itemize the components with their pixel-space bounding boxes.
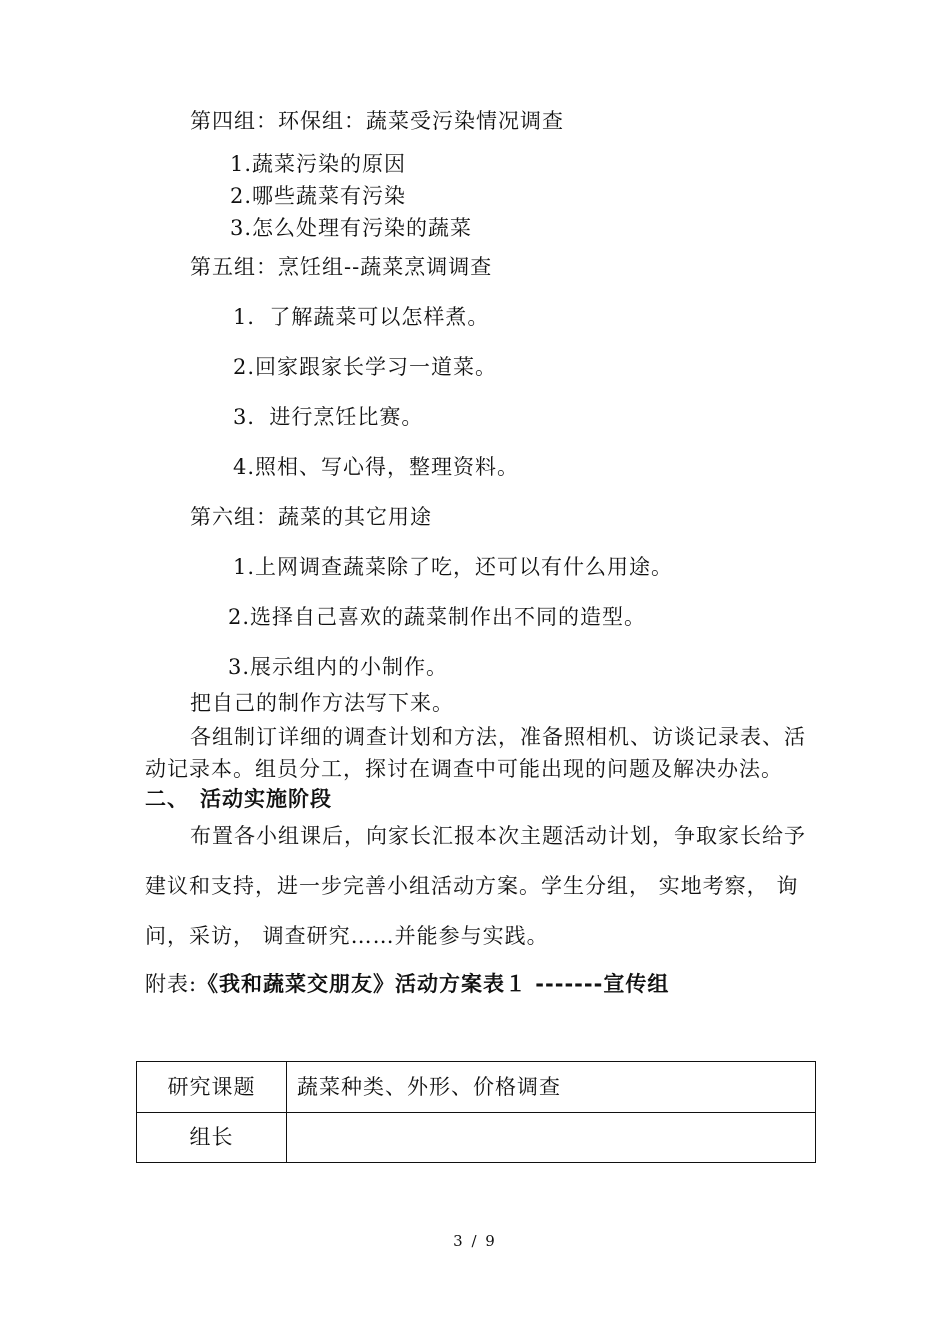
appendix-title: 《我和蔬菜交朋友》活动方案表１ -------宣传组 (197, 972, 670, 996)
page-number: 3 / 9 (453, 1232, 497, 1250)
group-5-item-3: 3．进行烹饪比赛。 (233, 405, 424, 429)
implementation-paragraph-line-1: 布置各小组课后，向家长汇报本次主题活动计划，争取家长给予 (190, 824, 806, 848)
implementation-paragraph-line-2: 建议和支持，进一步完善小组活动方案。学生分组， 实地考察， 询 (145, 874, 799, 898)
table-cell-value: 蔬菜种类、外形、价格调查 (297, 1075, 561, 1099)
table-cell-value (287, 1112, 815, 1162)
group-6-item-3: 3.展示组内的小制作。 (228, 655, 449, 679)
writeup-line: 把自己的制作方法写下来。 (190, 691, 454, 715)
implementation-paragraph-line-3: 问，采访， 调查研究……并能参与实践。 (145, 924, 549, 948)
group-4-heading: 第四组：环保组：蔬菜受污染情况调查 (190, 109, 564, 133)
group-4-item-2: 2.哪些蔬菜有污染 (230, 184, 407, 208)
table-cell-label: 组长 (137, 1112, 287, 1162)
appendix-label: 附表: (145, 972, 198, 996)
table-cell-label: 研究课题 (137, 1062, 287, 1112)
group-6-item-1: 1.上网调查蔬菜除了吃，还可以有什么用途。 (233, 555, 674, 579)
section-heading: 活动实施阶段 (200, 787, 332, 811)
group-5-item-4: 4.照相、写心得，整理资料。 (233, 455, 520, 479)
group-5-item-1: 1．了解蔬菜可以怎样煮。 (233, 305, 490, 329)
group-4-item-3: 3.怎么处理有污染的蔬菜 (230, 216, 473, 240)
group-6-item-2: 2.选择自己喜欢的蔬菜制作出不同的造型。 (228, 605, 647, 629)
table-row (137, 1112, 815, 1162)
activity-plan-table (136, 1061, 816, 1163)
section-number: 二、 (145, 787, 189, 811)
table-row (137, 1062, 815, 1113)
group-6-heading: 第六组：蔬菜的其它用途 (190, 505, 432, 529)
plan-paragraph-line-1: 各组制订详细的调查计划和方法，准备照相机、访谈记录表、活 (190, 725, 806, 749)
group-4-item-1: 1.蔬菜污染的原因 (230, 152, 407, 176)
group-5-item-2: 2.回家跟家长学习一道菜。 (233, 355, 498, 379)
plan-paragraph-line-2: 动记录本。组员分工，探讨在调查中可能出现的问题及解决办法。 (145, 757, 783, 781)
group-5-heading: 第五组：烹饪组--蔬菜烹调调查 (190, 255, 493, 279)
